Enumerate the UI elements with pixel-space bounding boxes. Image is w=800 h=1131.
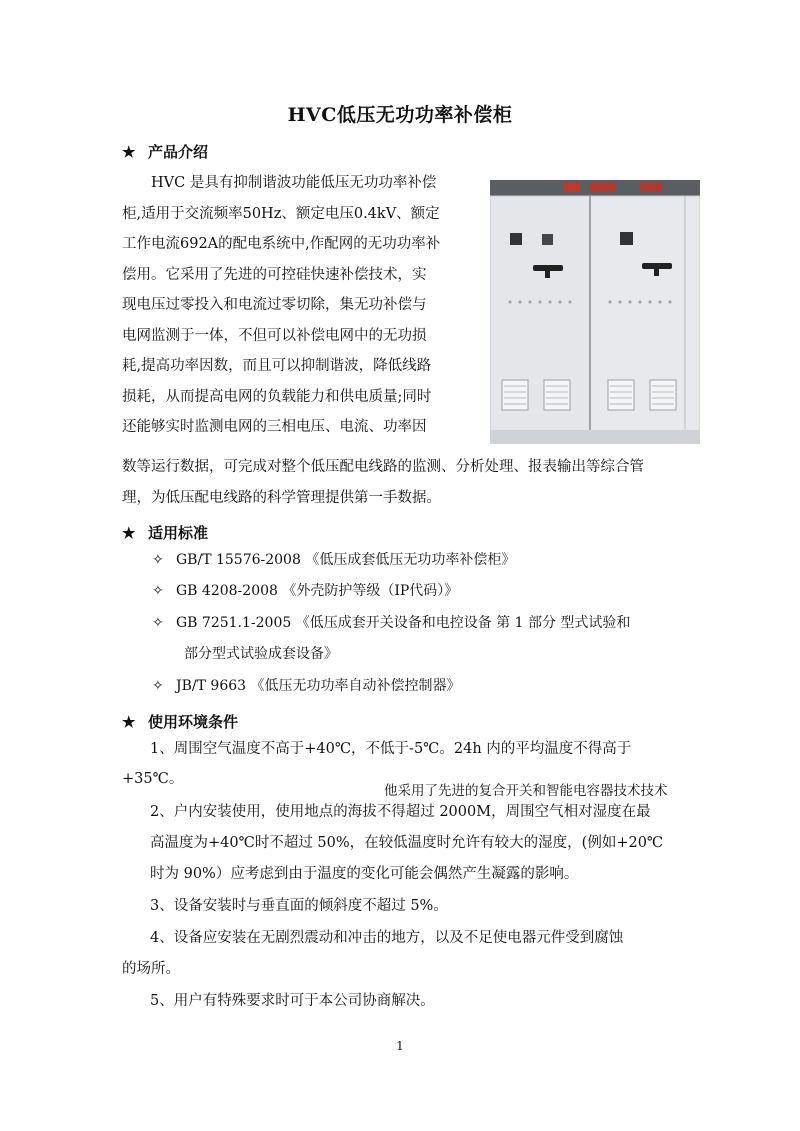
environment-line: 4、设备应安装在无剧烈震动和冲击的地方，以及不足使电器元件受到腐蚀 <box>150 930 624 946</box>
standard-text: GB 7251.1-2005 《低压成套开关设备和电控设备 第 1 部分 型式试验和 <box>176 615 631 631</box>
intro-paragraph-tail <box>122 452 692 513</box>
intro-paragraph <box>122 168 480 443</box>
environment-line: 高温度为+40℃时不超过 50%，在较低温度时允许有较大的湿度，(例如+20℃ <box>150 835 664 851</box>
section-heading-text: 产品介绍 <box>148 143 209 161</box>
environment-line: 2、户内安装使用，使用地点的海拔不得超过 2000M，周围空气相对湿度在最 <box>150 804 651 820</box>
intro-line: 偿用。它采用了先进的可控硅快速补偿技术，实 <box>122 266 427 283</box>
page-title: HVC低压无功功率补偿柜 <box>287 104 513 126</box>
environment-line: 的场所。 <box>122 961 180 977</box>
intro-line: 现电压过零投入和电流过零切除，集无功补偿与 <box>122 297 427 313</box>
floating-note: 他采用了先进的复合开关和智能电容器技术技术 <box>384 783 668 799</box>
standard-text: GB 4208-2008 《外壳防护等级（IP代码）》 <box>176 583 459 599</box>
standard-item <box>152 675 460 695</box>
environment-line: 时为 90%）应考虑到由于温度的变化可能会偶然产生凝露的影响。 <box>150 866 579 882</box>
diamond-bullet-icon: ✧ <box>152 678 164 694</box>
section-heading-text: 适用标准 <box>148 524 209 542</box>
section-heading-text: 使用环境条件 <box>148 713 239 731</box>
star-icon: ★ <box>122 524 136 542</box>
intro-line: 理，为低压配电线路的科学管理提供第一手数据。 <box>122 489 441 506</box>
standard-item <box>152 549 515 569</box>
environment-line: 5、用户有特殊要求时可于本公司协商解决。 <box>150 993 435 1009</box>
standard-text: GB/T 15576-2008 《低压成套低压无功功率补偿柜》 <box>176 552 516 568</box>
standard-text: JB/T 9663 《低压无功功率自动补偿控制器》 <box>176 678 461 694</box>
intro-line: HVC 是具有抑制谐波功能低压无功功率补偿 <box>122 175 437 191</box>
star-icon: ★ <box>122 143 136 161</box>
standard-text-continuation: 部分型式试验成套设备》 <box>184 646 338 662</box>
diamond-bullet-icon: ✧ <box>152 615 164 631</box>
standard-item <box>152 612 630 632</box>
intro-line: 还能够实时监测电网的三相电压、电流、功率因 <box>122 419 427 435</box>
section-heading-standards <box>122 522 208 543</box>
diamond-bullet-icon: ✧ <box>152 552 164 568</box>
intro-line: 电网监测于一体，不但可以补偿电网中的无功损 <box>122 327 427 344</box>
intro-line: 柜,适用于交流频率50Hz、额定电压0.4kV、额定 <box>122 205 440 222</box>
section-heading-environment <box>122 711 238 732</box>
environment-line: 3、设备安装时与垂直面的倾斜度不超过 5%。 <box>150 898 448 914</box>
intro-line: 损耗，从而提高电网的负载能力和供电质量;同时 <box>122 388 432 405</box>
standard-item <box>152 580 458 600</box>
switchgear-cabinet-photo <box>490 180 700 444</box>
star-icon: ★ <box>122 713 136 731</box>
intro-line: 数等运行数据，可完成对整个低压配电线路的监测、分析处理、报表输出等综合管 <box>122 459 644 475</box>
intro-line: 耗,提高功率因数，而且可以抑制谐波，降低线路 <box>122 358 432 374</box>
page-number: 1 <box>396 1039 404 1053</box>
intro-line: 工作电流692A的配电系统中,作配网的无功功率补 <box>122 236 441 252</box>
environment-line: +35℃。 <box>122 771 184 787</box>
diamond-bullet-icon: ✧ <box>152 583 164 599</box>
environment-line: 1、周围空气温度不高于+40℃，不低于-5℃。24h 内的平均温度不得高于 <box>150 741 632 757</box>
section-heading-intro <box>122 141 208 162</box>
